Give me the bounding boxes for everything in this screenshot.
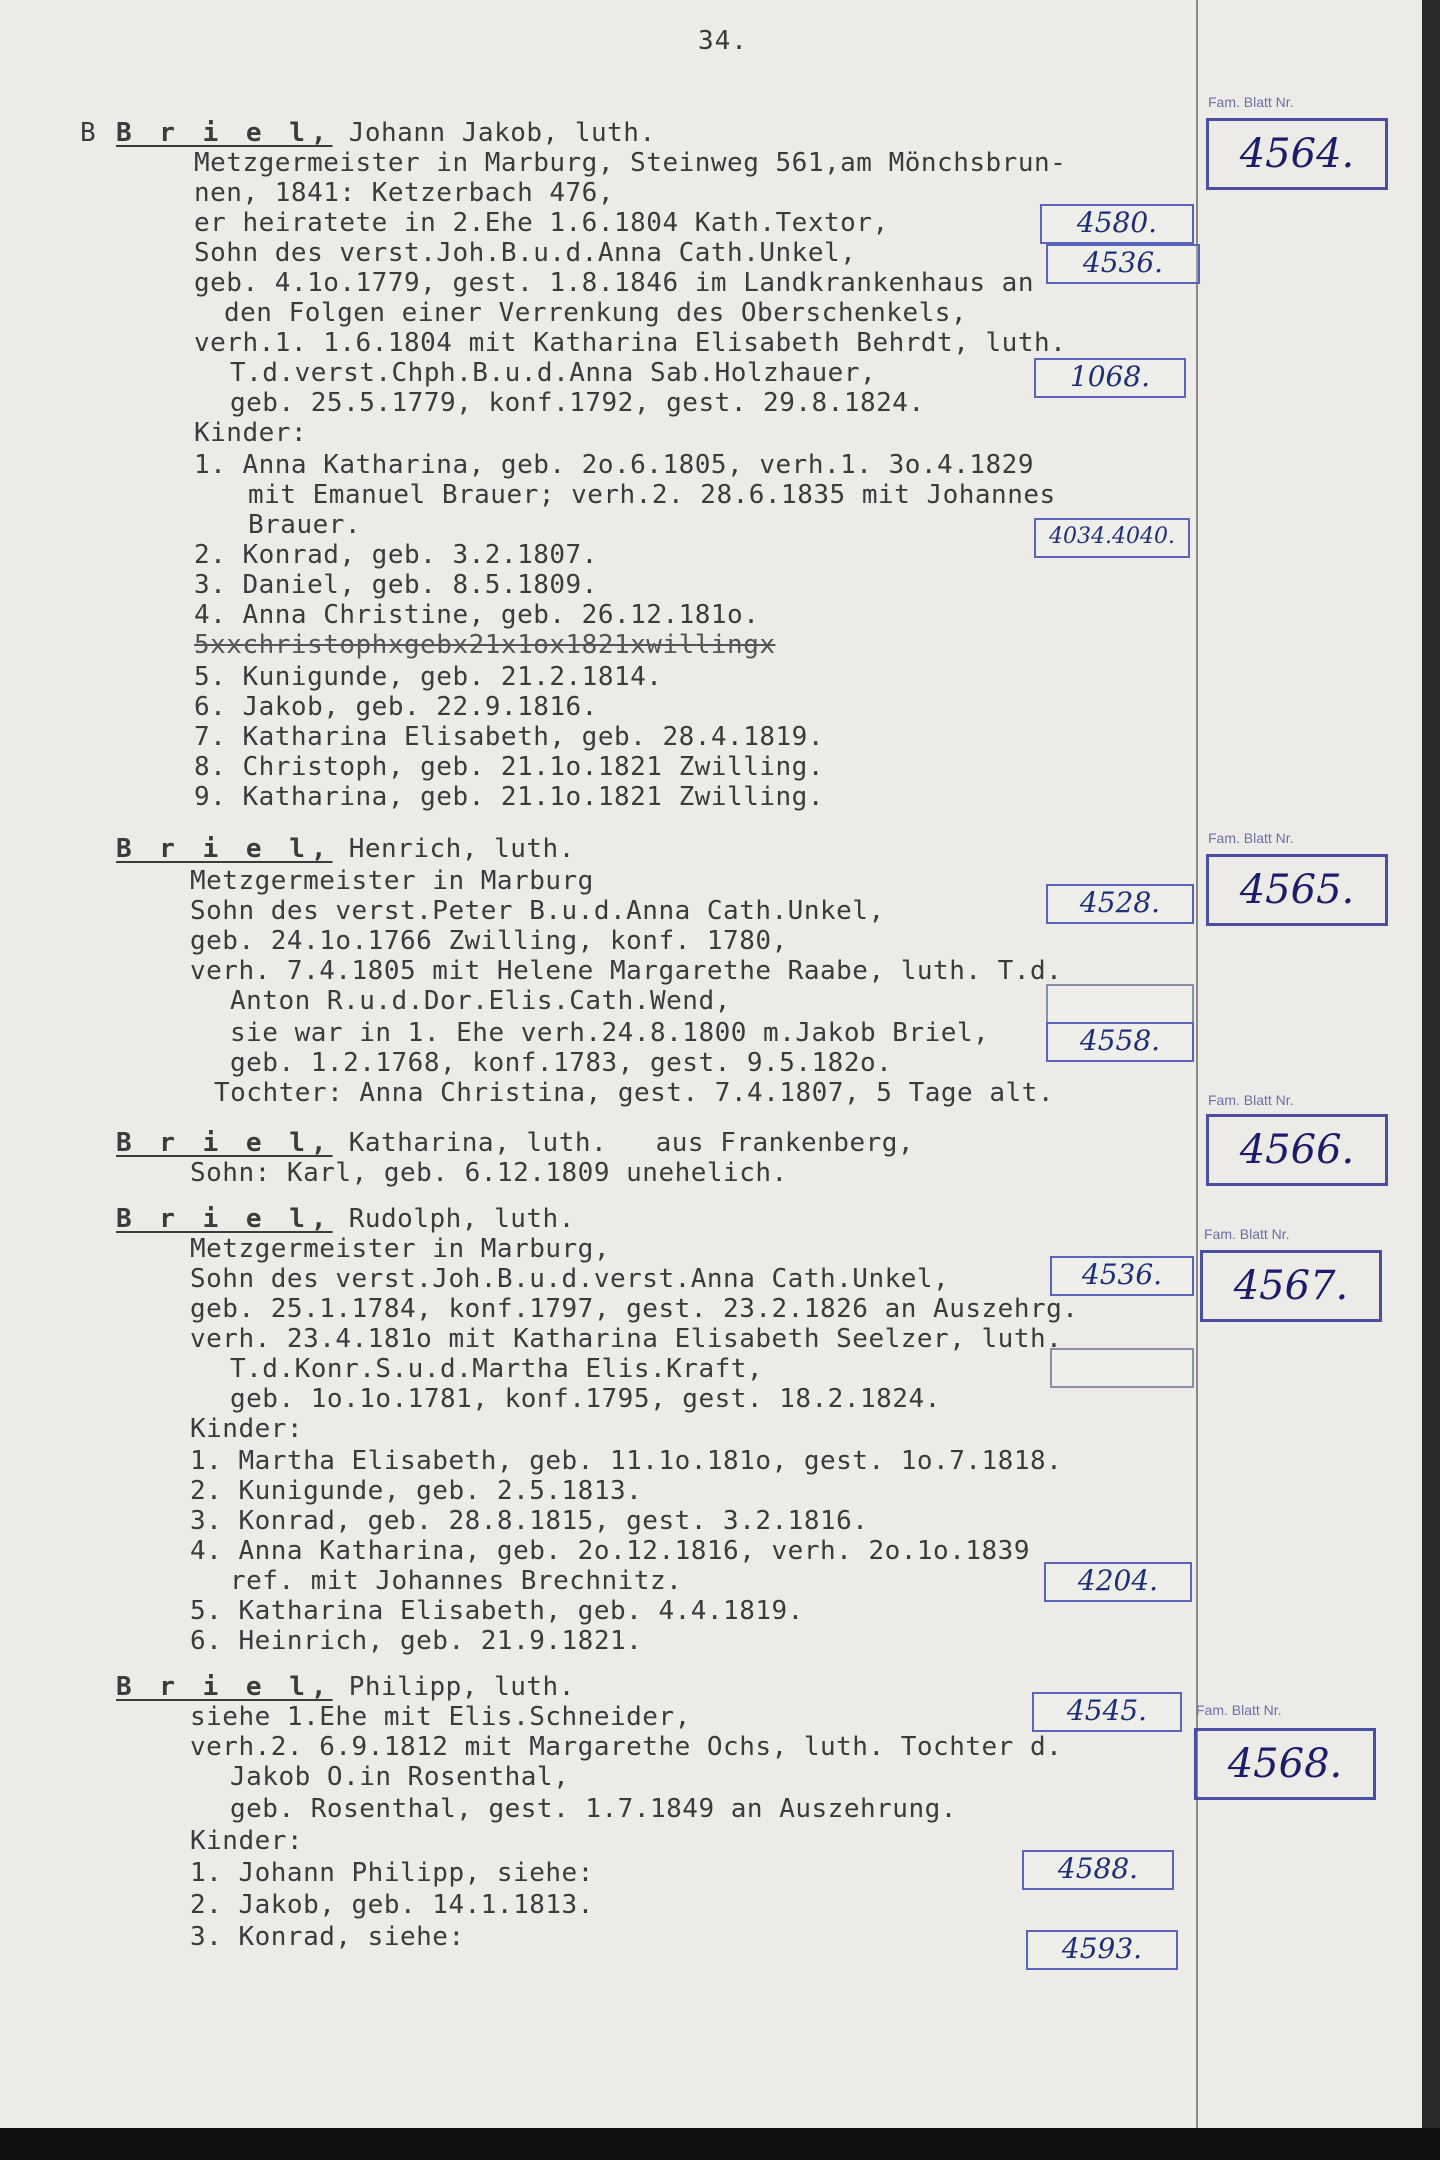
entry-line: 6. Heinrich, geb. 21.9.1821. xyxy=(190,1626,643,1656)
entry-line: geb. 25.1.1784, konf.1797, gest. 23.2.1826 an Auszehrg. xyxy=(190,1294,1079,1324)
entry-heading xyxy=(116,1672,575,1702)
entry-line: geb. 4.1o.1779, gest. 1.8.1846 im Landkrankenhaus an xyxy=(194,268,1034,298)
fam-blatt-number: 4566. xyxy=(1206,1114,1388,1186)
entry-line: 8. Christoph, geb. 21.1o.1821 Zwilling. xyxy=(194,752,824,782)
entry-heading xyxy=(116,834,575,864)
entry-line: nen, 1841: Ketzerbach 476, xyxy=(194,178,614,208)
fam-blatt-number: 4565. xyxy=(1206,854,1388,926)
ref-box: 4536. xyxy=(1050,1256,1194,1296)
margin-rule xyxy=(1196,0,1198,2128)
entry-line: 1. Anna Katharina, geb. 2o.6.1805, verh.1. 3o.4.1829 xyxy=(194,450,1034,480)
entry-line: 2. Konrad, geb. 3.2.1807. xyxy=(194,540,598,570)
entry-line: sie war in 1. Ehe verh.24.8.1800 m.Jakob Briel, xyxy=(230,1018,990,1048)
surname: B r i e l, xyxy=(116,1128,333,1158)
entry-line: 2. Jakob, geb. 14.1.1813. xyxy=(190,1890,594,1920)
entry-line: verh.2. 6.9.1812 mit Margarethe Ochs, luth. Tochter d. xyxy=(190,1732,1063,1762)
ref-box: 4593. xyxy=(1026,1930,1178,1970)
given-name: Philipp, luth. xyxy=(332,1672,575,1702)
entry-line: Anton R.u.d.Dor.Elis.Cath.Wend, xyxy=(230,986,731,1016)
entry-line: Sohn des verst.Peter B.u.d.Anna Cath.Unkel, xyxy=(190,896,885,926)
entry-line: 9. Katharina, geb. 21.1o.1821 Zwilling. xyxy=(194,782,824,812)
ref-box xyxy=(1050,1348,1194,1388)
entry-heading xyxy=(116,118,656,148)
entry-line: 2. Kunigunde, geb. 2.5.1813. xyxy=(190,1476,643,1506)
surname: B r i e l, xyxy=(116,834,333,864)
entry-line: geb. 1.2.1768, konf.1783, gest. 9.5.182o. xyxy=(230,1048,893,1078)
entry-line: Metzgermeister in Marburg, xyxy=(190,1234,610,1264)
entry-line: 4. Anna Christine, geb. 26.12.181o. xyxy=(194,600,760,630)
entry-line: verh.1. 1.6.1804 mit Katharina Elisabeth Behrdt, luth. xyxy=(194,328,1067,358)
entry-line: 5. Kunigunde, geb. 21.2.1814. xyxy=(194,662,663,692)
entry-line: mit Emanuel Brauer; verh.2. 28.6.1835 mit Johannes xyxy=(248,480,1056,510)
ref-box: 4580. xyxy=(1040,204,1194,244)
entry-line: 1. Martha Elisabeth, geb. 11.1o.181o, gest. 1o.7.1818. xyxy=(190,1446,1063,1476)
scan-bottom-edge xyxy=(0,2128,1440,2160)
fam-blatt-number: 4564. xyxy=(1206,118,1388,190)
ref-box: 4536. xyxy=(1046,244,1200,284)
surname: B r i e l, xyxy=(116,1672,333,1702)
entry-line: Sohn des verst.Joh.B.u.d.Anna Cath.Unkel, xyxy=(194,238,857,268)
ref-box: 4558. xyxy=(1046,1022,1194,1062)
entry-line: 7. Katharina Elisabeth, geb. 28.4.1819. xyxy=(194,722,824,752)
entry-line: Metzgermeister in Marburg xyxy=(190,866,594,896)
fam-blatt-label: Fam. Blatt Nr. xyxy=(1204,1226,1290,1242)
entry-prefix: B xyxy=(80,118,97,148)
entry-line: T.d.verst.Chph.B.u.d.Anna Sab.Holzhauer, xyxy=(230,358,877,388)
entry-line: T.d.Konr.S.u.d.Martha Elis.Kraft, xyxy=(230,1354,764,1384)
surname: B r i e l, xyxy=(116,118,333,148)
entry-heading xyxy=(116,1128,914,1158)
entry-heading xyxy=(116,1204,575,1234)
ref-box: 4034.4040. xyxy=(1034,518,1190,558)
entry-line: Kinder: xyxy=(194,418,308,448)
fam-blatt-number: 4568. xyxy=(1194,1728,1376,1800)
entry-line: 4. Anna Katharina, geb. 2o.12.1816, verh. 2o.1o.1839 xyxy=(190,1536,1030,1566)
fam-blatt-label: Fam. Blatt Nr. xyxy=(1208,830,1294,846)
entry-line: 3. Daniel, geb. 8.5.1809. xyxy=(194,570,598,600)
given-name: Rudolph, luth. xyxy=(332,1204,575,1234)
ref-box: 4545. xyxy=(1032,1692,1182,1732)
ref-box: 1068. xyxy=(1034,358,1186,398)
surname: B r i e l, xyxy=(116,1204,333,1234)
entry-line: 3. Konrad, geb. 28.8.1815, gest. 3.2.1816. xyxy=(190,1506,869,1536)
entry-line: Tochter: Anna Christina, gest. 7.4.1807, 5 Tage alt. xyxy=(214,1078,1054,1108)
entry-line: Kinder: xyxy=(190,1826,304,1856)
struck-line: 5xxchristophxgebx21x1ox1821xwillingx xyxy=(194,630,776,660)
entry-line: er heiratete in 2.Ehe 1.6.1804 Kath.Textor, xyxy=(194,208,889,238)
given-name: Johann Jakob, luth. xyxy=(332,118,656,148)
fam-blatt-number: 4567. xyxy=(1200,1250,1382,1322)
given-name: Katharina, luth. aus Frankenberg, xyxy=(332,1128,915,1158)
entry-line: 5. Katharina Elisabeth, geb. 4.4.1819. xyxy=(190,1596,804,1626)
ref-box xyxy=(1046,984,1194,1024)
scan-edge xyxy=(1422,0,1440,2128)
entry-line: Metzgermeister in Marburg, Steinweg 561,am Mönchsbrun- xyxy=(194,148,1067,178)
entry-line: Sohn: Karl, geb. 6.12.1809 unehelich. xyxy=(190,1158,788,1188)
entry-line: Jakob O.in Rosenthal, xyxy=(230,1762,570,1792)
entry-line: Kinder: xyxy=(190,1414,304,1444)
ref-box: 4588. xyxy=(1022,1850,1174,1890)
ref-box: 4204. xyxy=(1044,1562,1192,1602)
fam-blatt-label: Fam. Blatt Nr. xyxy=(1208,1092,1294,1108)
entry-line: den Folgen einer Verrenkung des Oberschenkels, xyxy=(224,298,968,328)
entry-line: 1. Johann Philipp, siehe: xyxy=(190,1858,594,1888)
entry-line: ref. mit Johannes Brechnitz. xyxy=(230,1566,683,1596)
entry-line: geb. 24.1o.1766 Zwilling, konf. 1780, xyxy=(190,926,788,956)
page-number: 34. xyxy=(698,26,748,56)
given-name: Henrich, luth. xyxy=(332,834,575,864)
entry-line: verh. 23.4.181o mit Katharina Elisabeth Seelzer, luth. xyxy=(190,1324,1063,1354)
entry-line: 3. Konrad, siehe: xyxy=(190,1922,465,1952)
fam-blatt-label: Fam. Blatt Nr. xyxy=(1196,1702,1282,1718)
entry-line: Brauer. xyxy=(248,510,362,540)
fam-blatt-label: Fam. Blatt Nr. xyxy=(1208,94,1294,110)
entry-line: siehe 1.Ehe mit Elis.Schneider, xyxy=(190,1702,691,1732)
ref-box: 4528. xyxy=(1046,884,1194,924)
entry-line: geb. Rosenthal, gest. 1.7.1849 an Auszehrung. xyxy=(230,1794,957,1824)
entry-line: Sohn des verst.Joh.B.u.d.verst.Anna Cath.Unkel, xyxy=(190,1264,950,1294)
entry-line: geb. 25.5.1779, konf.1792, gest. 29.8.1824. xyxy=(230,388,925,418)
entry-line: 6. Jakob, geb. 22.9.1816. xyxy=(194,692,598,722)
entry-line: verh. 7.4.1805 mit Helene Margarethe Raabe, luth. T.d. xyxy=(190,956,1063,986)
entry-line: geb. 1o.1o.1781, konf.1795, gest. 18.2.1824. xyxy=(230,1384,941,1414)
